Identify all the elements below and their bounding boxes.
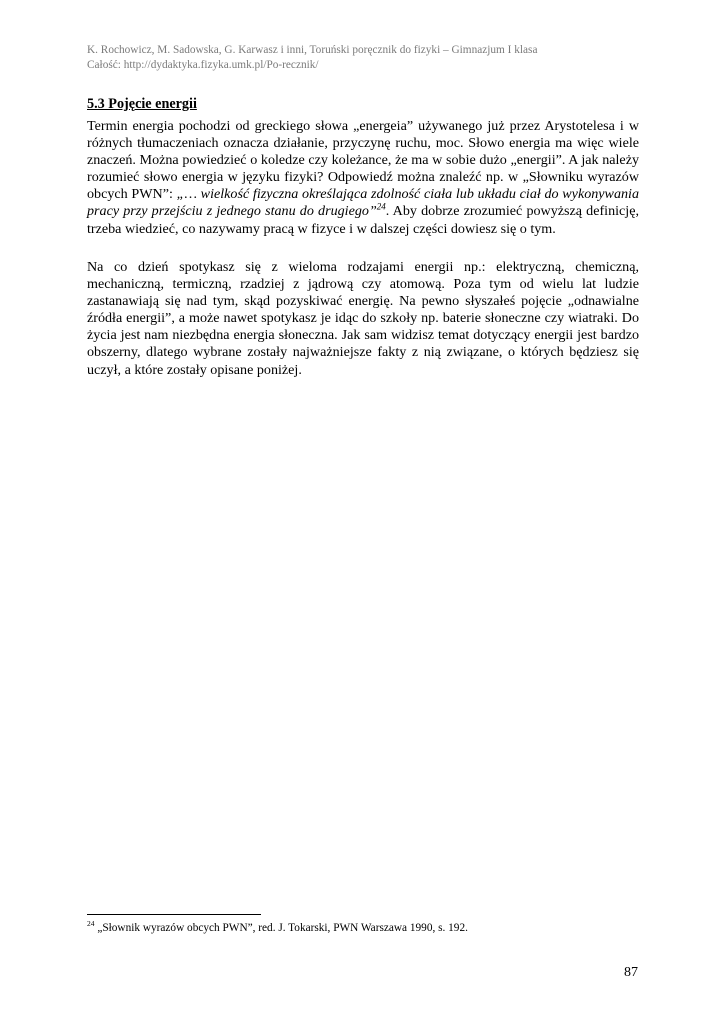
paragraph-2 — [87, 259, 639, 379]
header-authors-line: K. Rochowicz, M. Sadowska, G. Karwasz i inni, Toruński poręcznik do fizyki – Gimnazjum I klasa — [87, 44, 538, 56]
section-title: 5.3 Pojęcie energii — [87, 96, 197, 112]
footnote-divider — [87, 914, 261, 915]
page-number: 87 — [624, 965, 638, 980]
paragraph-1-text-end: . Aby dobrze zrozumieć powyższą definicję, trzeba wiedzieć, co nazywamy pracą w fizyce i w dalszej części dowiesz się o tym. — [87, 203, 639, 237]
running-header — [87, 43, 647, 72]
header-url-line: Całość: http://dydaktyka.fizyka.umk.pl/Po-recznik/ — [87, 58, 319, 71]
footnote-text: „Słownik wyrazów obcych PWN”, red. J. Tokarski, PWN Warszawa 1990, s. 192. — [94, 922, 468, 934]
footnote-number: 24 — [87, 919, 95, 929]
paragraph-1 — [87, 118, 639, 238]
dictionary-quote: „… wielkość fizyczna określająca zdolność ciała lub układu ciał do wykonywania pracy przy przejściu z jednego stanu do drugiego” — [87, 186, 639, 220]
footnote-reference: 24 — [376, 201, 386, 212]
paragraph-1-text: Termin energia pochodzi od greckiego słowa „energeia” używanego już przez Arystotelesa i w różnych tłumaczeniach oznacza działanie, przyczynę ruchu, moc. Słowo energia ma więc wiele znaczeń. Można powiedzieć o koledze czy koleżance, że ma w sobie dużo „energii”. A jak należy rozumieć słowo energia w języku fizyki? Odpowiedź można znaleźć np. w „Słowniku wyrazów obcych PWN”: — [87, 118, 639, 203]
footnote — [87, 921, 468, 935]
paragraph-2-text: Na co dzień spotykasz się z wieloma rodzajami energii np.: elektryczną, chemiczną, mechaniczną, termiczną, rzadziej z jądrową czy atomową. Poza tym od wielu lat ludzie zastanawiają się nad tym, skąd pozyskiwać energię. Na pewno słyszałeś pojęcie „odnawialne źródła energii”, a może nawet spotykasz je idąc do szkoły np. baterie słoneczne czy wiatraki. Do życia jest nam niezbędna energia słoneczna. Jak sam widzisz temat dotyczący energii jest bardzo obszerny, dlatego wybrane zostały najważniejsze fakty z nią związane, o których będziesz się uczył, a które zostały opisane poniżej. — [87, 259, 639, 378]
